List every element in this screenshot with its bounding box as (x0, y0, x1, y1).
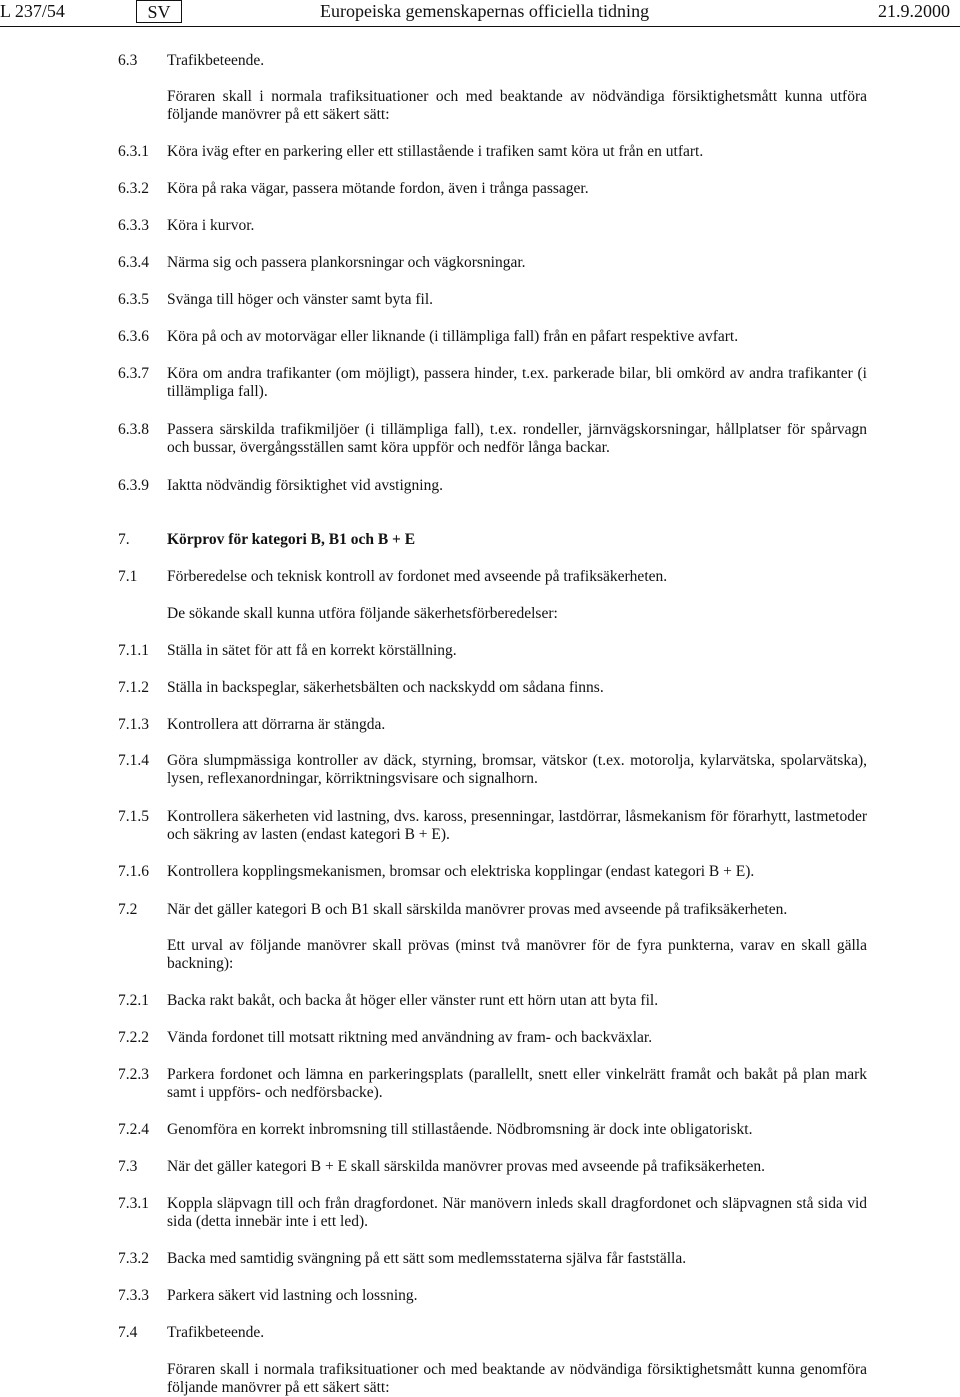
item-number: 7.3 (118, 1158, 138, 1175)
journal-title: Europeiska gemenskapernas officiella tidning (320, 1, 650, 21)
item-number: 7.1 (118, 568, 138, 585)
item-number: 7.2.1 (118, 992, 149, 1009)
item-text: Trafikbeteende. (167, 1324, 265, 1341)
item-text: Backa rakt bakåt, och backa åt höger eller vänster runt ett hörn utan att byta fil. (167, 992, 659, 1009)
item-number: 7.1.3 (118, 716, 149, 733)
item-number: 7.2.3 (118, 1066, 149, 1083)
item-number: 6.3 (118, 52, 138, 69)
item-text: Parkera fordonet och lämna en parkeringsplats (parallellt, snett eller vinkelrätt framåt och bakåt på plan mark samt i uppförs- och nedförsbacke). (167, 1066, 867, 1101)
page-header (0, 0, 960, 26)
header-rule (0, 26, 960, 27)
item-number: 7.2.4 (118, 1121, 149, 1138)
page-number: L 237/54 (0, 1, 65, 21)
item-number: 7.2 (118, 901, 138, 918)
item-text: Svänga till höger och vänster samt byta fil. (167, 291, 434, 308)
item-text: Ett urval av följande manövrer skall prövas (minst två manövrer för de fyra punkterna, varav en skall gälla backning): (167, 937, 867, 972)
item-text: Köra om andra trafikanter (om möjligt), passera hinder, t.ex. parkerade bilar, bli omkörd av andra trafikanter (i tillämpliga fall). (167, 365, 867, 400)
item-number: 7.1.1 (118, 642, 149, 659)
item-text: Kontrollera att dörrarna är stängda. (167, 716, 386, 733)
item-text: Passera särskilda trafikmiljöer (i tillämpliga fall), t.ex. rondeller, järnvägskorsningar, hållplatser för spårvagn och bussar, övergångsställen samt köra uppför och nedför långa backar. (167, 421, 867, 456)
item-text: Förberedelse och teknisk kontroll av fordonet med avseende på trafiksäkerheten. (167, 568, 668, 585)
item-number: 7.1.4 (118, 752, 149, 769)
item-text: Köra iväg efter en parkering eller ett stillastående i trafiken samt köra ut från en utfart. (167, 143, 704, 160)
item-number: 6.3.1 (118, 143, 149, 160)
item-text: Trafikbeteende. (167, 52, 265, 69)
item-text: Köra på raka vägar, passera mötande fordon, även i trånga passager. (167, 180, 589, 197)
item-text: Föraren skall i normala trafiksituationer och med beaktande av nödvändiga försiktighetsmått kunna genomföra följande manövrer på ett säkert sätt: (167, 1361, 867, 1396)
item-number: 6.3.4 (118, 254, 149, 271)
item-text: Föraren skall i normala trafiksituationer och med beaktande av nödvändiga försiktighetsmått kunna utföra följande manövrer på ett säkert sätt: (167, 88, 867, 123)
item-text: Parkera säkert vid lastning och lossning. (167, 1287, 418, 1304)
item-number: 6.3.3 (118, 217, 149, 234)
item-text: Vända fordonet till motsatt riktning med användning av fram- och backväxlar. (167, 1029, 653, 1046)
item-number: 7.2.2 (118, 1029, 149, 1046)
item-number: 7.3.2 (118, 1250, 149, 1267)
item-text: Kontrollera kopplingsmekanismen, bromsar och elektriska kopplingar (endast kategori B + E). (167, 863, 755, 880)
item-number: 6.3.5 (118, 291, 149, 308)
item-number: 6.3.9 (118, 477, 149, 494)
section-heading: Körprov för kategori B, B1 och B + E (167, 531, 416, 548)
item-number: 7. (118, 531, 130, 548)
item-text: Backa med samtidig svängning på ett sätt som medlemsstaterna själva får fastställa. (167, 1250, 687, 1267)
item-text: Genomföra en korrekt inbromsning till stillastående. Nödbromsning är dock inte obligatoriskt. (167, 1121, 753, 1138)
item-text: Ställa in backspeglar, säkerhetsbälten och nackskydd om sådana finns. (167, 679, 604, 696)
item-number: 7.3.3 (118, 1287, 149, 1304)
publication-date: 21.9.2000 (878, 1, 950, 21)
item-text: Köra på och av motorvägar eller liknande (i tillämpliga fall) från en påfart respektive avfart. (167, 328, 739, 345)
item-number: 7.1.2 (118, 679, 149, 696)
item-text: När det gäller kategori B och B1 skall särskilda manövrer provas med avseende på trafiksäkerheten. (167, 901, 788, 918)
item-text: Göra slumpmässiga kontroller av däck, styrning, bromsar, vätskor (t.ex. motorolja, kylarvätska, spolarvätska), lysen, reflexanordningar, körriktningsvisare och signalhorn. (167, 752, 867, 787)
item-number: 7.1.6 (118, 863, 149, 880)
item-text: Iaktta nödvändig försiktighet vid avstigning. (167, 477, 443, 494)
item-text: Köra i kurvor. (167, 217, 255, 234)
item-number: 7.3.1 (118, 1195, 149, 1212)
item-text: Närma sig och passera plankorsningar och vägkorsningar. (167, 254, 526, 271)
item-text: Ställa in sätet för att få en korrekt körställning. (167, 642, 457, 659)
item-text: Kontrollera säkerheten vid lastning, dvs. kaross, presenningar, lastdörrar, låsmekanism för förarhytt, lastmetoder och säkring av lasten (endast kategori B + E). (167, 808, 867, 843)
item-number: 6.3.8 (118, 421, 149, 438)
item-number: 7.1.5 (118, 808, 149, 825)
item-text: De sökande skall kunna utföra följande säkerhetsförberedelser: (167, 605, 558, 622)
item-number: 6.3.6 (118, 328, 149, 345)
item-number: 7.4 (118, 1324, 138, 1341)
item-text: Koppla släpvagn till och från dragfordonet. När manövern inleds skall dragfordonet och släpvagnen stå sida vid sida (detta innebär inte i ett led). (167, 1195, 867, 1230)
language-code: SV (136, 0, 182, 23)
item-number: 6.3.7 (118, 365, 149, 382)
item-text: När det gäller kategori B + E skall särskilda manövrer provas med avseende på trafiksäkerheten. (167, 1158, 765, 1175)
item-number: 6.3.2 (118, 180, 149, 197)
